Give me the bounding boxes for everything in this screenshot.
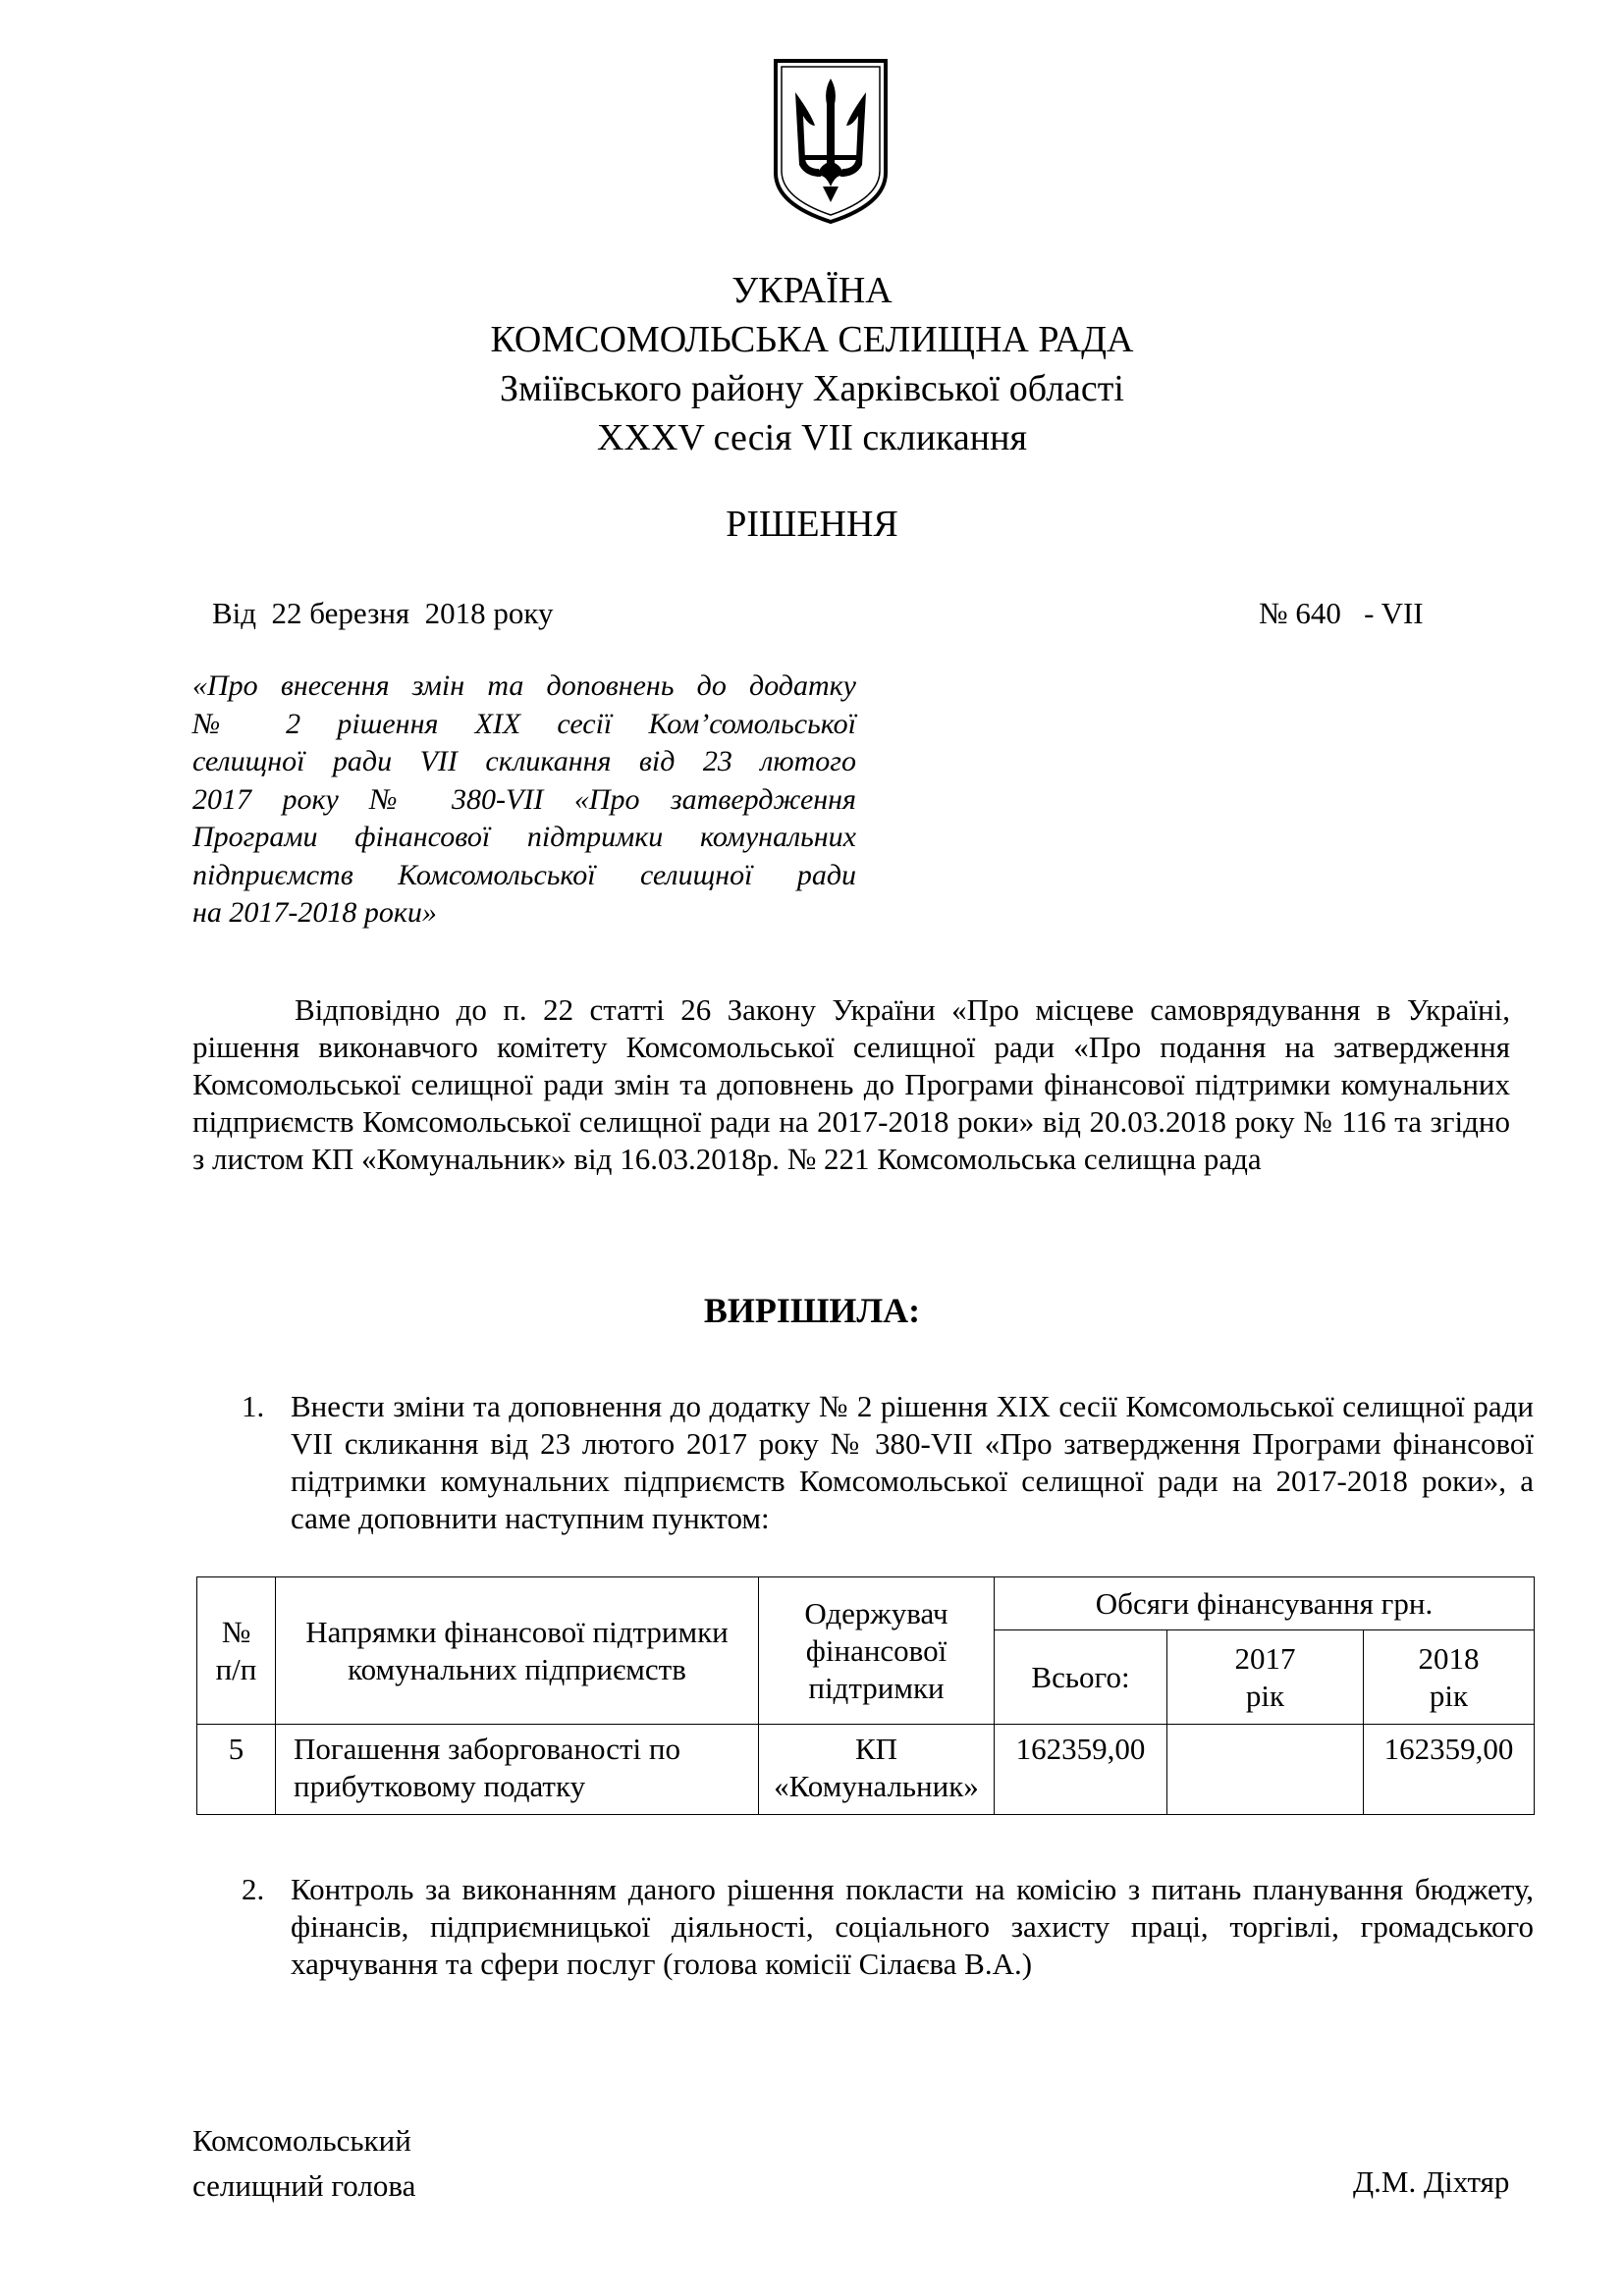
subject-line: «Про внесення змін та доповнень до додатку bbox=[192, 669, 856, 702]
header-volume: Обсяги фінансування грн. bbox=[995, 1577, 1535, 1630]
preamble-paragraph: Відповідно до п. 22 статті 26 Закону України «Про місцеве самоврядування в Україні, рішення виконавчого комітету Комсомольської селищної ради «Про подання на затвердження Комсомольської селищної ради змін та доповнень до Програми фінансової підтримки комунальних підприємств Комсомольської селищної ради на 2017-2018 роки» від 20.03.2018 року № 116 та згідно з листом КП «Комунальник» від 16.03.2018р. № 221 Комсомольська селищна рада bbox=[192, 992, 1510, 1176]
subject-line: № 2 рішення XIX сесії Ком’сомольської bbox=[192, 707, 856, 740]
table-row bbox=[197, 1725, 1535, 1815]
subject-line: Програми фінансової підтримки комунальних bbox=[192, 821, 856, 853]
item-number: 1. bbox=[242, 1389, 265, 1423]
row-total: 162359,00 bbox=[995, 1725, 1167, 1815]
item-text: Контроль за виконанням даного рішення покласти на комісію з питань планування бюджету, фінансів, підприємницької діяльності, соціального захисту праці, торгівлі, громадського харчування та сфери послуг (голова комісії Сілаєва В.А.) bbox=[291, 1872, 1534, 1981]
subject-line: на 2017-2018 роки» bbox=[192, 896, 437, 929]
header-number: № п/п bbox=[197, 1577, 276, 1725]
subject-line: підприємств Комсомольської селищної ради bbox=[192, 858, 856, 891]
row-number: 5 bbox=[197, 1725, 276, 1815]
trident-coat-of-arms-icon bbox=[770, 57, 892, 226]
item-text: Внести зміни та доповнення до додатку № 2 рішення XIX сесії Комсомольської селищної ради VII скликання від 23 лютого 2017 року № 380-VII «Про затвердження Програми фінансової підтримки комунальних підприємств Комсомольської селищної ради на 2017-2018 роки», а саме доповнити наступним пунктом: bbox=[291, 1389, 1534, 1535]
subject-line: 2017 року № 380-VII «Про затвердження bbox=[192, 782, 856, 816]
row-2018: 162359,00 bbox=[1364, 1725, 1535, 1815]
header-2018: 2018 рік bbox=[1364, 1630, 1535, 1725]
header-direction: Напрямки фінансової підтримки комунальних підприємств bbox=[276, 1577, 759, 1725]
header-district: Зміївського району Харківської області bbox=[500, 368, 1124, 409]
row-2017 bbox=[1167, 1725, 1364, 1815]
header-country: УКРАЇНА bbox=[731, 270, 893, 311]
header-recipient: Одержувач фінансової підтримки bbox=[759, 1577, 995, 1725]
row-direction: Погашення заборгованості по прибутковому податку bbox=[276, 1725, 759, 1815]
signatory-name: Д.М. Діхтяр bbox=[1353, 2164, 1510, 2199]
subject-line: селищної ради VII скликання від 23 лютого bbox=[192, 745, 856, 777]
header-total: Всього: bbox=[995, 1630, 1167, 1725]
item-number: 2. bbox=[242, 1872, 265, 1906]
header-council: КОМСОМОЛЬСЬКА СЕЛИЩНА РАДА bbox=[490, 319, 1134, 360]
header-session: XXXV сесія VII скликання bbox=[597, 417, 1027, 458]
row-recipient: КП «Комунальник» bbox=[759, 1725, 995, 1815]
financing-table bbox=[196, 1576, 1535, 1815]
header-2017: 2017 рік bbox=[1167, 1630, 1364, 1725]
decided-heading: ВИРІШИЛА: bbox=[703, 1291, 921, 1330]
document-number: № 640 - VII bbox=[1259, 596, 1424, 630]
document-date: Від 22 березня 2018 року bbox=[212, 596, 554, 630]
signatory-position: Комсомольський селищний голова bbox=[192, 2123, 416, 2203]
decision-subject bbox=[192, 667, 856, 933]
document-type-title: РІШЕННЯ bbox=[726, 504, 898, 545]
